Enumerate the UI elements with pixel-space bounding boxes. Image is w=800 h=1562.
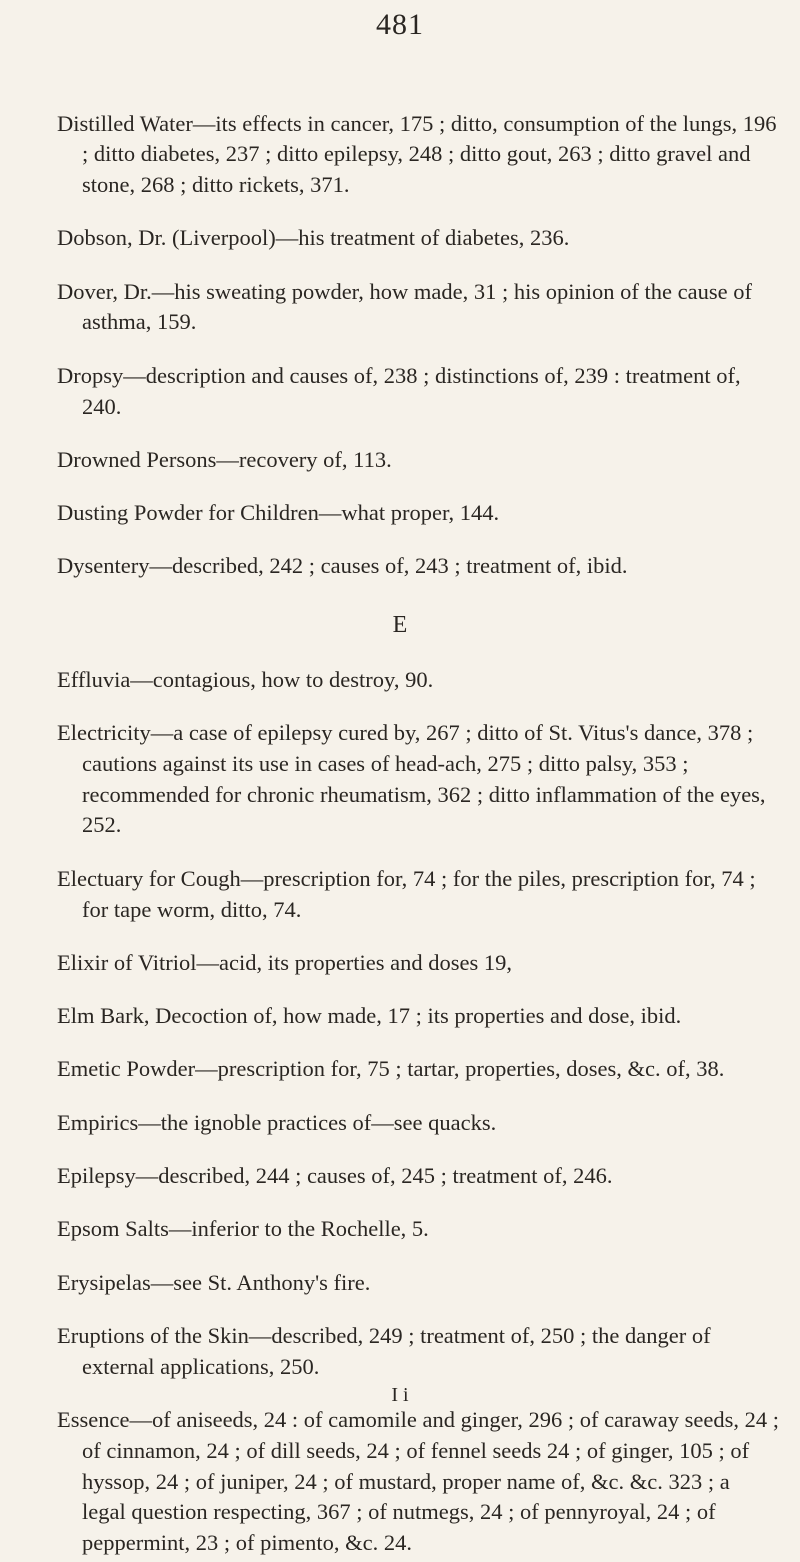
index-entry: Electuary for Cough—prescription for, 74 ; for the piles, prescription for, 74 ; for tape worm, ditto, 74. (57, 865, 756, 922)
index-entry: Elm Bark, Decoction of, how made, 17 ; its properties and dose, ibid. (57, 1003, 682, 1029)
index-entry: Dusting Powder for Children—what proper, 144. (57, 500, 500, 526)
index-entry: Dropsy—description and causes of, 238 ; distinctions of, 239 : treatment of, 240. (57, 362, 741, 419)
index-entry: Effluvia—contagious, how to destroy, 90. (57, 666, 434, 692)
index-entries (0, 86, 800, 1562)
index-entry: Erysipelas—see St. Anthony's fire. (57, 1269, 371, 1295)
index-entry: Elixir of Vitriol—acid, its properties and doses 19, (57, 949, 513, 975)
index-entry: Epilepsy—described, 244 ; causes of, 245 ; treatment of, 246. (57, 1163, 613, 1189)
index-entry: Emetic Powder—prescription for, 75 ; tartar, properties, doses, &c. of, 38. (57, 1056, 725, 1082)
index-entry: Dobson, Dr. (Liverpool)—his treatment of diabetes, 236. (57, 225, 570, 251)
index-entry: Empirics—the ignoble practices of—see quacks. (57, 1109, 497, 1135)
index-entry: Epsom Salts—inferior to the Rochelle, 5. (57, 1216, 429, 1242)
index-entry: Essence—of aniseeds, 24 : of camomile and ginger, 296 ; of caraway seeds, 24 ; of cinnamon, 24 ; of dill seeds, 24 ; of fennel seeds 24 ; of ginger, 105 ; of hyssop, 24 ; of juniper, 24 ; of mustard, proper name of, &c. &c. 323 ; a legal question respecting, 367 ; of nutmegs, 24 ; of pennyroyal, 24 ; of peppermint, 23 ; of pimento, &c. 24. (57, 1407, 779, 1556)
signature-mark: I i (391, 1384, 409, 1406)
index-entry: Eruptions of the Skin—described, 249 ; treatment of, 250 ; the danger of external applications, 250. (57, 1322, 711, 1379)
index-entry: Drowned Persons—recovery of, 113. (57, 446, 392, 472)
index-entry: Dover, Dr.—his sweating powder, how made, 31 ; his opinion of the cause of asthma, 159. (57, 278, 752, 335)
section-heading-e: E (392, 612, 408, 639)
index-entry: Distilled Water—its effects in cancer, 175 ; ditto, consumption of the lungs, 196 ; ditto diabetes, 237 ; ditto epilepsy, 248 ; ditto gout, 263 ; ditto gravel and stone, 268 ; ditto rickets, 371. (57, 110, 777, 198)
index-entry: Electricity—a case of epilepsy cured by, 267 ; ditto of St. Vitus's dance, 378 ; cautions against its use in cases of head-ach, 275 ; ditto palsy, 353 ; recommended for chronic rheumatism, 362 ; ditto inflammation of the eyes, 252. (57, 720, 766, 838)
index-entry: Dysentery—described, 242 ; causes of, 243 ; treatment of, ibid. (57, 553, 628, 579)
page-number: 481 (376, 8, 424, 41)
